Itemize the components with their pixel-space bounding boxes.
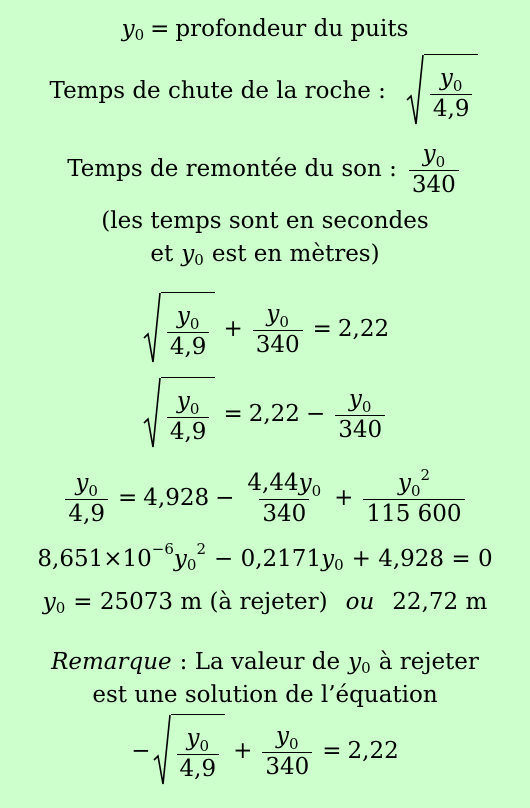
sqrt-expression [406,54,479,128]
definition-text: profondeur du puits [175,16,409,42]
units-note-line-1: (les temps sont en secondes [101,208,429,234]
fraction: $\frac{y_0}{340}$ [409,141,459,198]
solutions-line: y 0 = 25073 m (à rejeter) ou 22,72 m [42,589,488,617]
remark-line-1: Remarque : La valeur de y 0 à rejeter [51,649,479,677]
remark-line-2: est une solution de l’équation [92,682,438,708]
equation-3: $\frac{y_0}{4,9}$ = 4,928 − $\frac{4,44y_0}{340}$ + $\frac{y_0^2}{115 600}$ [0,462,530,534]
sqrt-expression: $\frac{y_0}{4,9}$ [143,292,216,366]
sound-time-label: Temps de remontée du son : [67,156,397,182]
equation-1: $\frac{y_0}{4,9}$ + $\frac{y_0}{340}$ = 2,22 [0,290,530,368]
units-note-line-2: et y 0 est en mètres) [150,241,380,269]
radical-sign-icon [143,292,161,366]
equation-2: $\frac{y_0}{4,9}$ = 2,22 − $\frac{y_0}{340}$ [0,375,530,453]
sqrt-expression: $\frac{y_0}{4,9}$ [153,714,226,788]
fall-time-label: Temps de chute de la roche : [49,78,386,104]
radical-sign-icon [153,714,171,788]
sound-time-line [0,137,530,201]
solution-value: 22,72 m [392,589,488,615]
radical-sign-icon [406,54,424,128]
definition-line: y 0 = profondeur du puits [121,16,409,44]
remark-label: Remarque [51,649,172,675]
fraction: $\frac{y_0}{4,9}$ [430,65,473,122]
fall-time-line [0,52,530,130]
equation-4: − $\frac{y_0}{4,9}$ + $\frac{y_0}{340}$ = 2,22 [0,712,530,790]
quadratic-equation: 8,651×10 −6 y 0 2 − 0,2171 y 0 + 4,928 = 0 [37,540,493,574]
variable-y: y [121,16,135,42]
radical-sign-icon [143,377,161,451]
sqrt-expression: $\frac{y_0}{4,9}$ [143,377,216,451]
